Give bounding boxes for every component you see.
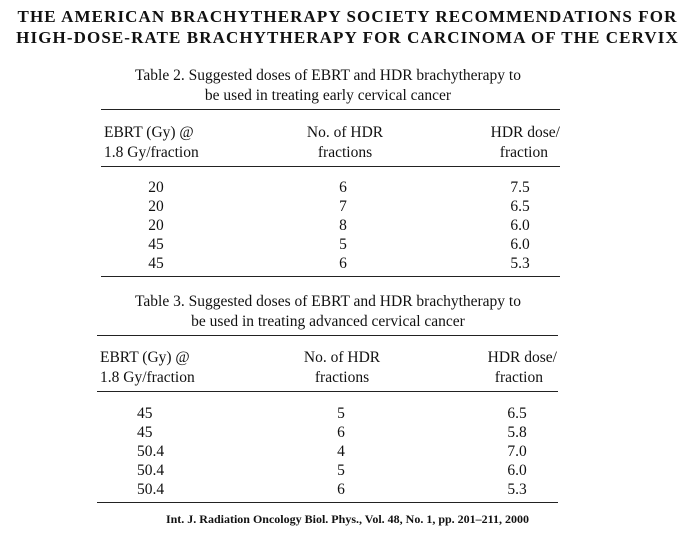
table-2-header-ebrt-line-2: 1.8 Gy/fraction xyxy=(104,144,199,161)
table-row: 45 xyxy=(148,236,164,253)
table-3-caption-line-1: Table 3. Suggested doses of EBRT and HDR brachytherapy to xyxy=(135,293,521,310)
table-row: 20 xyxy=(148,217,164,234)
table-row: 8 xyxy=(339,217,347,234)
table-row: 45 xyxy=(137,424,153,441)
table-2-caption-line-1: Table 2. Suggested doses of EBRT and HDR brachytherapy to xyxy=(135,67,521,84)
table-row: 4 xyxy=(337,443,345,460)
table-3-header-ebrt-line-1: EBRT (Gy) @ xyxy=(100,349,190,366)
table-3-header-fractions-line-2: fractions xyxy=(314,369,370,386)
table-row: 6.0 xyxy=(510,217,530,234)
table-2-header-ebrt-line-1: EBRT (Gy) @ xyxy=(104,124,194,141)
table-row: 5 xyxy=(339,236,347,253)
table-2-header-dose-line-2: fraction xyxy=(499,144,548,161)
table-2-top-rule xyxy=(101,109,560,110)
table-3-header-ebrt-line-2: 1.8 Gy/fraction xyxy=(100,369,195,386)
table-row: 6.5 xyxy=(510,198,530,215)
table-row: 7.5 xyxy=(510,179,530,196)
table-row: 6 xyxy=(337,481,345,498)
table-2-bottom-rule xyxy=(101,276,560,277)
table-2-caption-line-2: be used in treating early cervical cancer xyxy=(204,87,452,104)
table-3-header-dose-line-1: HDR dose/ xyxy=(487,349,557,366)
table-3-header-fractions-line-1: No. of HDR xyxy=(303,349,381,366)
table-row: 7.0 xyxy=(507,443,527,460)
page-title-line-2: HIGH-DOSE-RATE BRACHYTHERAPY FOR CARCINOMA OF THE CERVIX xyxy=(16,28,679,47)
table-row: 6 xyxy=(337,424,345,441)
table-2-header-dose-line-1: HDR dose/ xyxy=(490,124,560,141)
table-row: 5.3 xyxy=(510,255,530,272)
table-3-header-rule xyxy=(97,391,558,392)
table-row: 50.4 xyxy=(137,481,165,498)
page-title-line-1: THE AMERICAN BRACHYTHERAPY SOCIETY RECOMMENDATIONS FOR xyxy=(17,7,678,26)
table-2-header-fractions-line-1: No. of HDR xyxy=(306,124,384,141)
table-row: 6.5 xyxy=(507,405,527,422)
table-2-header-fractions-line-2: fractions xyxy=(317,144,373,161)
table-row: 6 xyxy=(339,255,347,272)
table-row: 7 xyxy=(339,198,347,215)
table-row: 5 xyxy=(337,462,345,479)
table-row: 50.4 xyxy=(137,462,165,479)
table-row: 45 xyxy=(148,255,164,272)
table-row: 50.4 xyxy=(137,443,165,460)
table-row: 20 xyxy=(148,198,164,215)
table-2-header-rule xyxy=(101,166,560,167)
table-row: 6.0 xyxy=(507,462,527,479)
table-row: 45 xyxy=(137,405,153,422)
table-3-top-rule xyxy=(97,335,558,336)
table-row: 5.3 xyxy=(507,481,527,498)
table-3-bottom-rule xyxy=(97,502,558,503)
table-row: 5 xyxy=(337,405,345,422)
citation: Int. J. Radiation Oncology Biol. Phys., Vol. 48, No. 1, pp. 201–211, 2000 xyxy=(165,512,530,526)
table-row: 6 xyxy=(339,179,347,196)
table-row: 6.0 xyxy=(510,236,530,253)
table-row: 20 xyxy=(148,179,164,196)
table-3-header-dose-line-2: fraction xyxy=(494,369,543,386)
table-3-caption-line-2: be used in treating advanced cervical cancer xyxy=(191,313,465,330)
table-row: 5.8 xyxy=(507,424,527,441)
